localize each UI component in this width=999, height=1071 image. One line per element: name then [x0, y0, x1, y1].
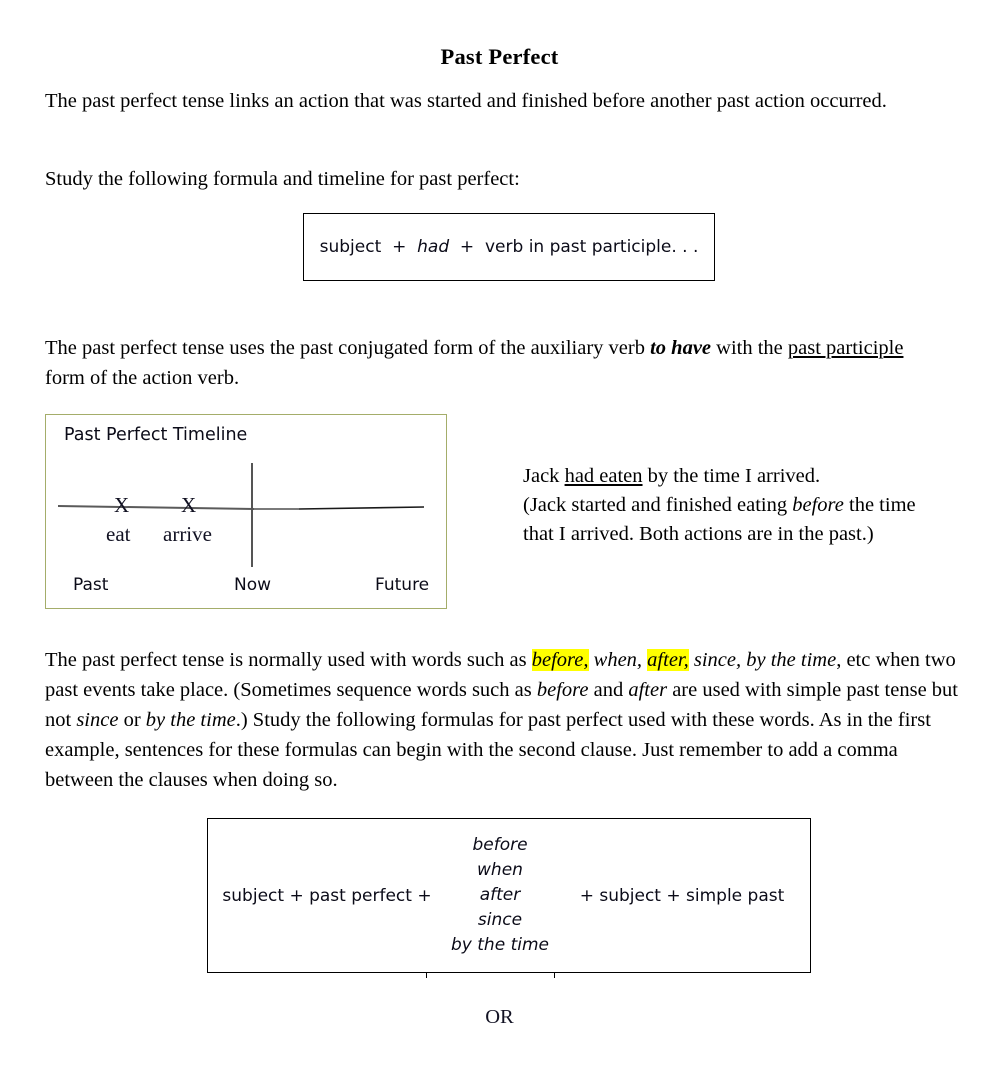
formula-bottom-option-before: before — [472, 835, 528, 855]
words-seg-9: or — [118, 709, 146, 731]
words-since: since, — [693, 649, 742, 671]
paragraph-study-text: Study the following formula and timeline for past perfect: — [45, 168, 520, 190]
highlight-after: after, — [647, 649, 689, 671]
timeline-title: Past Perfect Timeline — [64, 425, 248, 445]
formula-bottom-option-after: after — [479, 885, 521, 905]
timeline-card — [45, 414, 447, 609]
timeline-mark-eat-label: eat — [106, 522, 131, 546]
words-seg-10: .) Study the following formulas for past perfect used with these words. As in the first example, sentences for these formulas can begin with the second clause. Just remember to add a comma between the clauses when doing so. — [45, 709, 931, 791]
paragraph-study — [45, 164, 915, 194]
example-line2-pre: (Jack started and finished eating — [523, 494, 793, 516]
formula-box-bottom — [207, 818, 811, 973]
timeline-mark-arrive-label: arrive — [163, 522, 212, 546]
words-by-the-time-2: by the time — [145, 709, 236, 731]
formula-bottom-content — [208, 819, 810, 972]
timeline-mark-eat-symbol: X — [114, 493, 130, 517]
formula-top-subject: subject — [319, 237, 382, 257]
formula-bottom-right: + subject + simple past — [579, 885, 785, 906]
paragraph-auxiliary-post: form of the action verb. — [45, 367, 240, 389]
example-line1-pre: Jack — [523, 465, 565, 487]
words-before-2: before — [536, 679, 589, 701]
or-label: OR — [485, 1006, 514, 1028]
formula-bottom-option-when: when — [477, 860, 523, 880]
timeline-axis-right — [299, 507, 424, 509]
formula-bottom-options — [436, 833, 564, 958]
timeline-mark-arrive-symbol: X — [181, 493, 197, 517]
formula-top-plus-2: + — [459, 237, 475, 257]
words-seg-1: The past perfect tense is normally used with words such as — [45, 649, 532, 671]
formula-bottom-option-since: since — [477, 910, 523, 930]
words-since-2: since — [76, 709, 119, 731]
paragraph-intro — [45, 86, 915, 116]
highlight-before: before, — [531, 649, 589, 671]
words-seg-6: , etc when two past events take place. (Sometimes sequence words such as — [45, 649, 956, 701]
paragraph-auxiliary — [45, 333, 915, 393]
formula-top-rest: verb in past participle. . . — [484, 237, 699, 257]
words-when: when, — [593, 649, 643, 671]
formula-top-text — [304, 237, 714, 257]
timeline-axis-label-now: Now — [234, 575, 272, 595]
page-title: Past Perfect — [440, 44, 559, 69]
paragraph-auxiliary-past-participle: past participle — [787, 337, 904, 359]
formula-bottom-option-by-the-time: by the time — [451, 935, 549, 955]
formula-top-plus-1: + — [392, 237, 407, 257]
words-seg-8: are used with simple past tense but not — [45, 679, 958, 731]
formula-top-had: had — [417, 237, 450, 257]
paragraph-auxiliary-mid: with the — [711, 337, 788, 359]
formula-bottom-left: subject + past perfect + — [222, 885, 432, 906]
words-by-the-time: by the time — [746, 649, 837, 671]
paragraph-intro-text: The past perfect tense links an action that was started and finished before another past action occurred. — [45, 90, 887, 112]
timeline-axis-label-future: Future — [375, 575, 430, 595]
words-after-2: after — [628, 679, 668, 701]
words-seg-7: and — [588, 679, 629, 701]
timeline-axis-label-past: Past — [73, 575, 109, 595]
formula-bottom-divider-tick-1 — [426, 973, 427, 978]
paragraph-signal-words — [45, 645, 970, 795]
formula-box-top — [303, 213, 715, 281]
example-line1-post: by the time I arrived. — [642, 465, 821, 487]
paragraph-auxiliary-to-have: to have — [650, 337, 712, 359]
paragraph-auxiliary-pre: The past perfect tense uses the past conjugated form of the auxiliary verb — [45, 337, 651, 359]
formula-bottom-divider-tick-2 — [554, 973, 555, 978]
example-block — [523, 462, 923, 549]
timeline-axis-left — [58, 506, 254, 509]
example-before: before — [792, 494, 844, 516]
example-had-eaten: had eaten — [564, 465, 643, 487]
example-line2-post: the time that I arrived. Both actions are in the past.) — [523, 494, 916, 545]
